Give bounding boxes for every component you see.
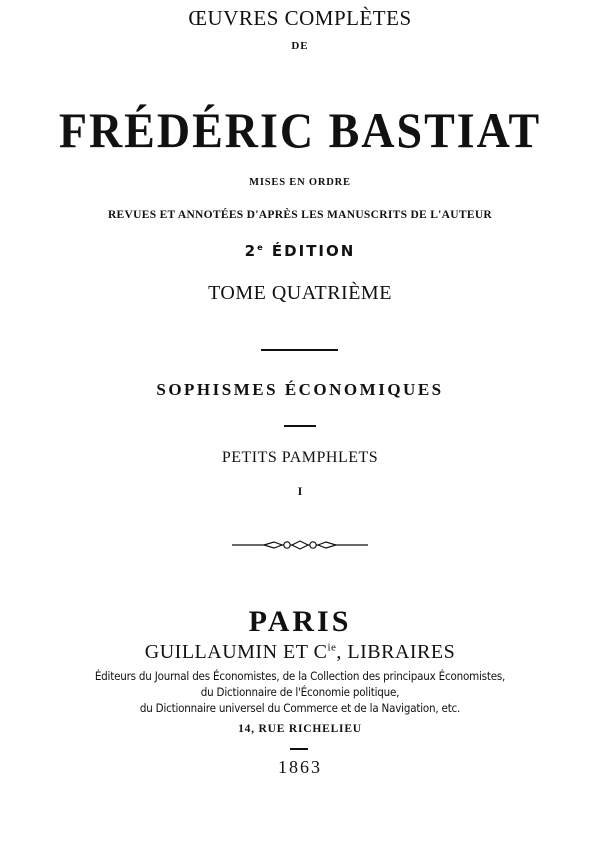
publisher-name (0, 641, 600, 664)
edition-number: 2 (244, 242, 258, 260)
line-mises-en-ordre: MISES EN ORDRE (249, 177, 351, 188)
part-number: I (297, 484, 303, 498)
divider-rule-1 (261, 349, 338, 351)
city: PARIS (248, 605, 352, 638)
subtitle: PETITS PAMPHLETS (221, 449, 379, 466)
preposition: DE (291, 40, 309, 52)
series-title: ŒUVRES COMPLÈTES (188, 6, 412, 30)
publisher-main: GUILLAUMIN ET C (144, 641, 328, 663)
work-title: SOPHISMES ÉCONOMIQUES (156, 380, 444, 399)
publisher-description-2: du Dictionnaire de l'Économie politique, (200, 685, 400, 699)
address: 14, RUE RICHELIEU (238, 723, 362, 735)
volume-label: TOME QUATRIÈME (208, 282, 392, 304)
publisher-description-3: du Dictionnaire universel du Commerce et de la Navigation, etc. (139, 701, 461, 715)
line-revues: REVUES ET ANNOTÉES D'APRÈS LES MANUSCRITS DE L'AUTEUR (107, 209, 493, 221)
divider-rule-3 (290, 748, 308, 750)
edition-label (0, 242, 600, 260)
author-name: FRÉDÉRIC BASTIAT (58, 102, 542, 159)
edition-word: ÉDITION (264, 242, 356, 260)
divider-rule-2 (284, 425, 316, 427)
edition-sup: e (257, 242, 265, 253)
publisher-tail: , LIBRAIRES (336, 641, 456, 663)
ornament-divider-icon (232, 538, 368, 552)
publisher-description-1: Éditeurs du Journal des Économistes, de la Collection des principaux Économistes, (94, 669, 506, 683)
publisher-sup: ie (327, 641, 337, 654)
publication-year: 1863 (278, 757, 322, 777)
